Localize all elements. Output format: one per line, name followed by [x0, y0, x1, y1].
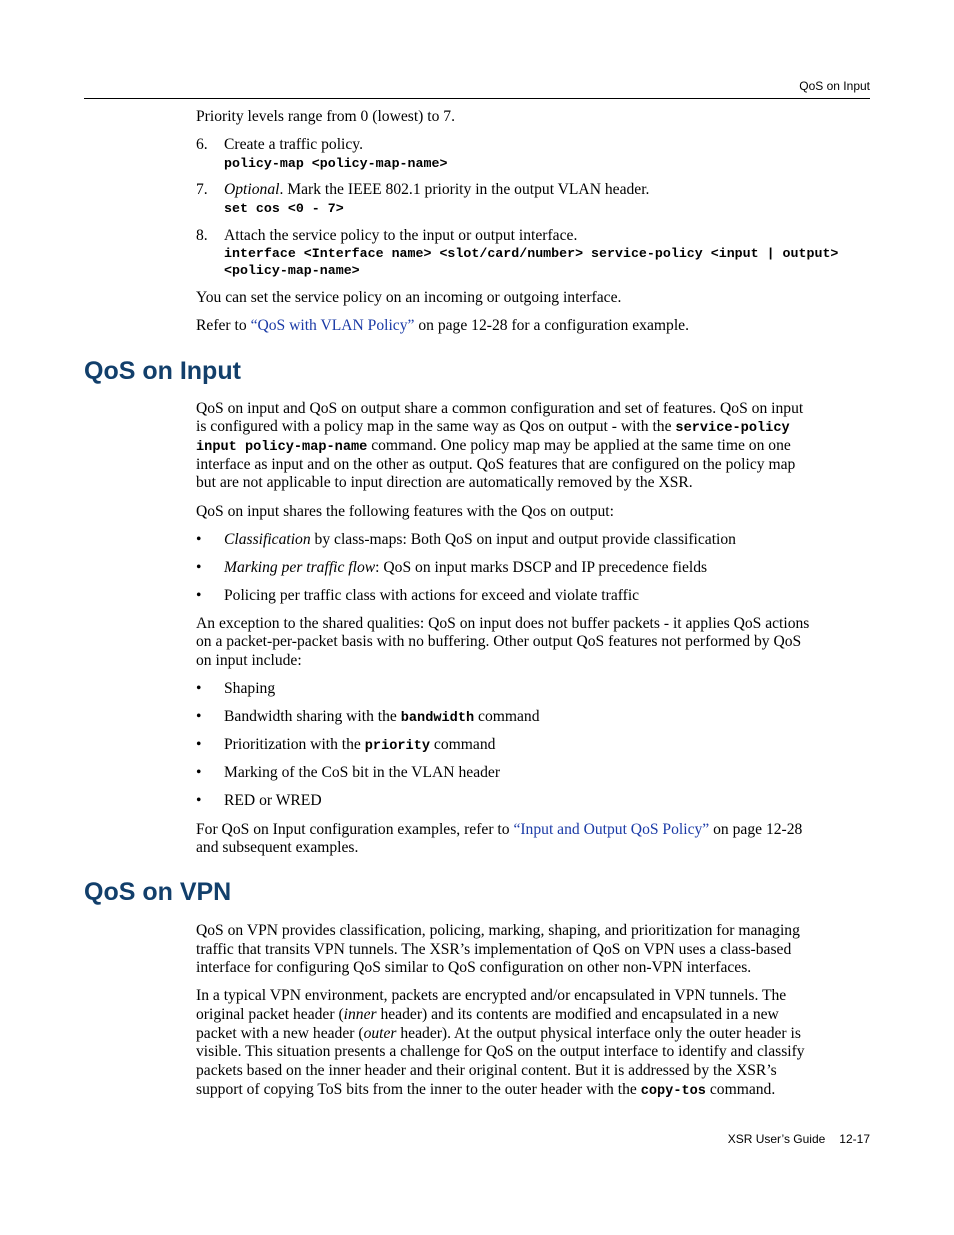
bullet-icon: • — [196, 736, 202, 753]
exception-line: on a packet-per-packet basis with no buffering. Other output QoS features not performed by QoS — [196, 633, 802, 650]
header-rule — [84, 98, 870, 99]
list-item: Policing per traffic class with actions for exceed and violate traffic — [224, 587, 640, 604]
vpn-p2-line — [196, 1006, 870, 1024]
bullet-icon: • — [196, 680, 202, 697]
step-command: set cos <0 - 7> — [224, 201, 344, 216]
examples-post: on page 12-28 — [709, 821, 803, 838]
list-item — [224, 559, 870, 577]
step-number: 6. — [196, 136, 208, 153]
bullet-icon: • — [196, 764, 202, 781]
vpn-p2-line: visible. This situation presents a challenge for QoS on the output interface to identify and classify — [196, 1043, 805, 1060]
refer-post: on page 12-28 for a configuration example. — [414, 317, 689, 334]
step-command-continued: <policy-map-name> — [224, 263, 360, 278]
inner-term: inner — [343, 1006, 377, 1023]
list-item: Shaping — [224, 680, 276, 697]
input-output-qos-policy-link[interactable]: “Input and Output QoS Policy” — [513, 821, 710, 838]
list-item-text: : QoS on input marks DSCP and IP precedence fields — [375, 559, 708, 576]
page-number: 12-17 — [839, 1132, 870, 1146]
bullet-icon: • — [196, 708, 202, 725]
list-item — [224, 531, 870, 549]
running-header: QoS on Input — [799, 79, 870, 93]
intro-line: interface as input and on the other as output. QoS features that are configured on the policy map — [196, 456, 796, 473]
step-text: Attach the service policy to the input or output interface. — [224, 227, 578, 244]
exception-line: An exception to the shared qualities: QoS on input does not buffer packets - it applies QoS actions — [196, 615, 810, 632]
list-item — [224, 736, 870, 756]
priority-range-text: Priority levels range from 0 (lowest) to 7. — [196, 108, 455, 125]
vpn-p1-line: interface for configuring QoS similar to QoS configuration on other non-VPN interfaces. — [196, 959, 752, 976]
vpn-p1-line: traffic that transits VPN tunnels. The XSR’s implementation of QoS on VPN uses a class-based — [196, 941, 792, 958]
list-item-term: Marking per traffic flow — [224, 559, 376, 576]
intro-line: but are not applicable to input direction are automatically removed by the XSR. — [196, 474, 693, 491]
vpn-text: command. — [705, 1081, 776, 1098]
vpn-p1-line: QoS on VPN provides classification, policing, marking, shaping, and prioritization for managing — [196, 922, 800, 939]
page-footer — [728, 1132, 870, 1146]
step-text-body: . Mark the IEEE 802.1 priority in the output VLAN header. — [279, 181, 650, 198]
shares-lead: QoS on input shares the following features with the Qos on output: — [196, 503, 614, 520]
intro-line — [196, 437, 870, 457]
list-item-text: command — [430, 736, 496, 753]
list-item-text: Prioritization with the — [224, 736, 365, 753]
refer-pre: Refer to — [196, 317, 251, 334]
priority-command: priority — [364, 739, 431, 754]
vpn-p2-line: In a typical VPN environment, packets are encrypted and/or encapsulated in VPN tunnels. The — [196, 987, 787, 1004]
step-command: interface <Interface name> <slot/card/number> service-policy <input | output> — [224, 246, 839, 261]
vpn-p2-line — [196, 1025, 870, 1043]
outer-term: outer — [363, 1025, 397, 1042]
list-item-text: by class-maps: Both QoS on input and output provide classification — [310, 531, 736, 548]
bullet-icon: • — [196, 559, 202, 576]
refer-paragraph — [196, 317, 870, 335]
list-item: Marking of the CoS bit in the VLAN header — [224, 764, 501, 781]
qos-on-input-heading: QoS on Input — [84, 357, 241, 385]
step-text — [224, 181, 870, 199]
qos-on-vpn-heading: QoS on VPN — [84, 878, 232, 906]
input-policy-map-command: input policy-map-name — [196, 440, 368, 455]
examples-line — [196, 821, 870, 839]
list-item — [224, 708, 870, 728]
examples-pre: For QoS on Input configuration examples, refer to — [196, 821, 514, 838]
bullet-icon: • — [196, 587, 202, 604]
exception-line: on input include: — [196, 652, 302, 669]
optional-label: Optional — [224, 181, 280, 198]
intro-line: QoS on input and QoS on output share a common configuration and set of features. QoS on input — [196, 400, 804, 417]
vpn-text: header) and its contents are modified and encapsulated in a new — [376, 1006, 779, 1023]
vpn-text: header). At the output physical interface only the outer header is — [396, 1025, 801, 1042]
list-item-text: Bandwidth sharing with the — [224, 708, 401, 725]
bullet-icon: • — [196, 792, 202, 809]
list-item-term: Classification — [224, 531, 311, 548]
step-number: 7. — [196, 181, 208, 198]
service-policy-command: service-policy — [675, 421, 790, 436]
examples-line: and subsequent examples. — [196, 839, 359, 856]
vpn-text: support of copying ToS bits from the inner to the outer header with the — [196, 1081, 641, 1098]
vpn-p2-line — [196, 1081, 870, 1101]
intro-text: command. One policy map may be applied at the same time on one — [367, 437, 791, 454]
bandwidth-command: bandwidth — [400, 711, 475, 726]
vpn-text: packet with a new header ( — [196, 1025, 364, 1042]
intro-text: is configured with a policy map in the same way as Qos on output - with the — [196, 418, 676, 435]
intro-line — [196, 418, 870, 438]
list-item: RED or WRED — [224, 792, 322, 809]
step-command: policy-map <policy-map-name> — [224, 156, 448, 171]
copy-tos-command: copy-tos — [640, 1084, 706, 1099]
vpn-text: original packet header ( — [196, 1006, 344, 1023]
step-number: 8. — [196, 227, 208, 244]
qos-vlan-policy-link[interactable]: “QoS with VLAN Policy” — [250, 317, 415, 334]
bullet-icon: • — [196, 531, 202, 548]
step-text: Create a traffic policy. — [224, 136, 363, 153]
list-item-text: command — [474, 708, 540, 725]
service-policy-note: You can set the service policy on an incoming or outgoing interface. — [196, 289, 622, 306]
vpn-p2-line: packets based on the inner header and their original content. But it is addressed by the XSR’s — [196, 1062, 777, 1079]
guide-title: XSR User’s Guide — [727, 1132, 826, 1146]
